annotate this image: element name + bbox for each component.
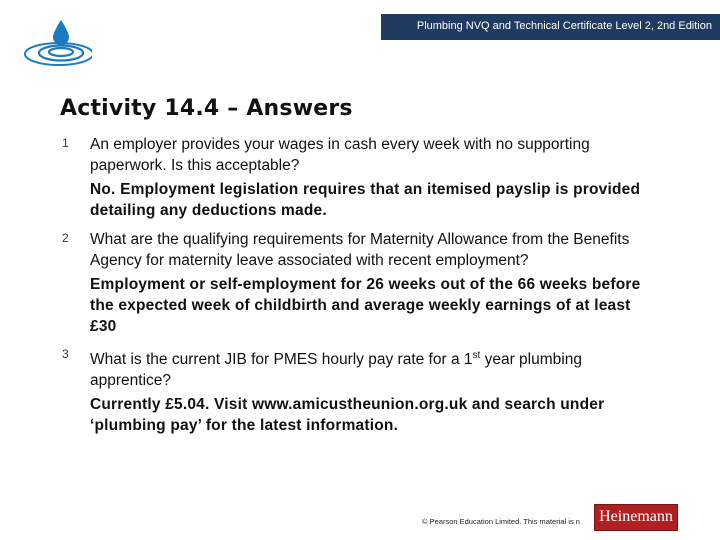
answer-text: No. Employment legislation requires that an itemised payslip is provided detailing any deductions made.	[90, 181, 641, 219]
answer-text: Employment or self-employment for 26 weeks out of the 66 weeks before the expected week of childbirth and average weekly earnings of at least £30	[90, 276, 641, 335]
answer-text: Currently £5.04. Visit www.amicustheunion.org.uk and search under ‘plumbing pay’ for the latest information.	[90, 396, 605, 435]
question-text-start: What is the current JIB for PMES hourly pay rate for a 1	[90, 351, 473, 369]
question-number: 3	[62, 347, 69, 361]
question-number: 1	[62, 136, 69, 150]
header-bar	[381, 14, 720, 40]
question-text: An employer provides your wages in cash every week with no supporting paperwork. Is this acceptable?	[90, 136, 590, 174]
edition-title: Plumbing NVQ and Technical Certificate Level 2, 2nd Edition	[416, 20, 712, 32]
copyright-notice: © Pearson Education Limited. This material is n	[422, 517, 580, 526]
water-drop-logo-icon	[17, 18, 92, 68]
question-text	[90, 345, 652, 391]
question-item-3	[62, 345, 652, 436]
ordinal-suffix: st	[472, 350, 481, 361]
question-item-2	[62, 229, 652, 337]
question-item-1	[62, 134, 652, 221]
publisher-logo-text: Heinemann	[599, 508, 673, 525]
page-title: Activity 14.4 – Answers	[60, 96, 353, 121]
publisher-logo	[594, 504, 678, 531]
question-text: What are the qualifying requirements for Maternity Allowance from the Benefits Agency for maternity leave associated with recent employment?	[90, 231, 630, 269]
question-number: 2	[62, 231, 69, 245]
question-text-end: year plumbing apprentice?	[90, 351, 582, 390]
